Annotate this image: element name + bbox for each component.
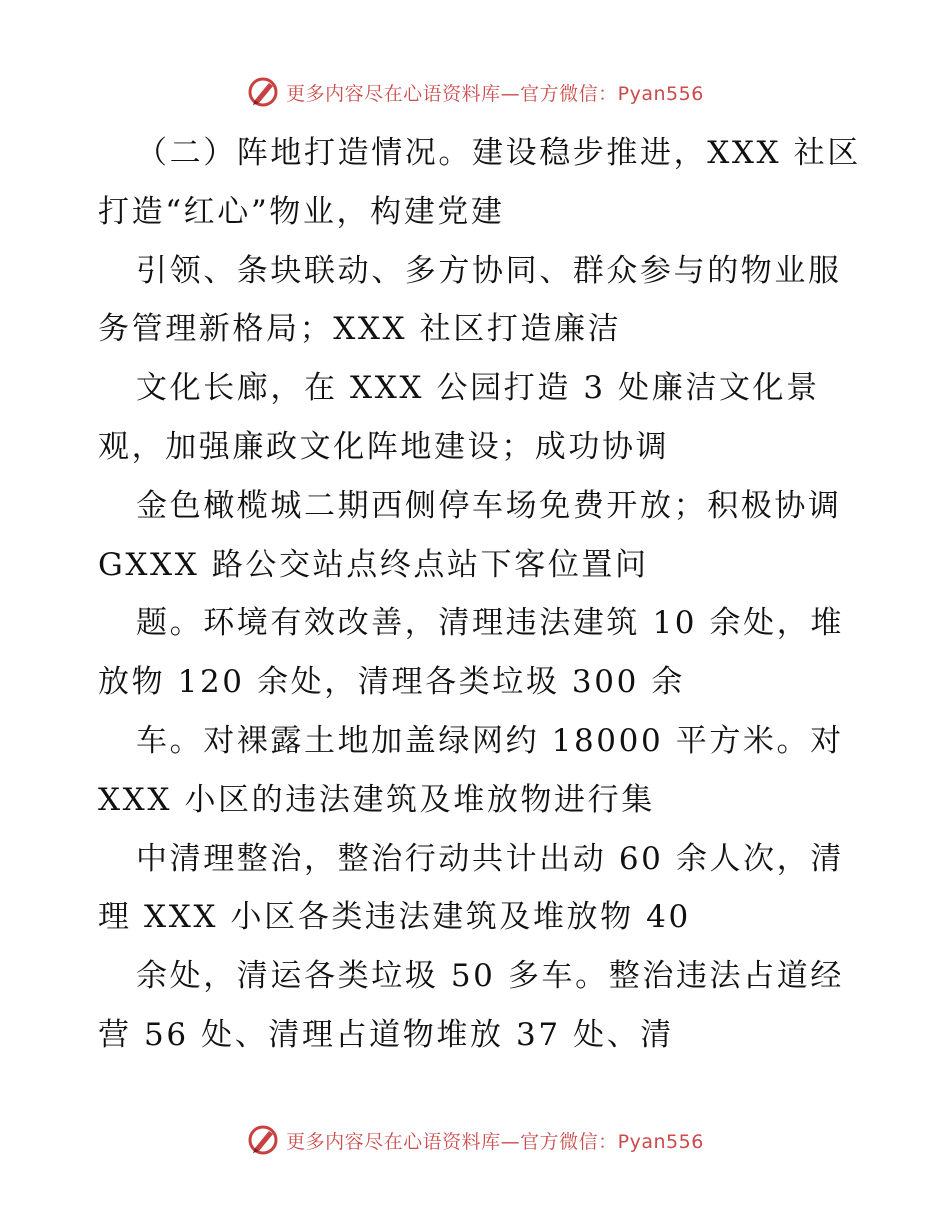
text-line: 引领、条块联动、多方协同、群众参与的物业服: [136, 252, 842, 289]
text-line: 中清理整治，整治行动共计出动 60 余人次，清: [136, 840, 844, 877]
text-line: 余处，清运各类垃圾 50 多车。整治违法占道经: [136, 958, 844, 995]
text-line: 观，加强廉政文化阵地建设；成功协调: [98, 428, 670, 465]
text-line: 理 XXX 小区各类违法建筑及堆放物 40: [98, 899, 691, 936]
text-line: 车。对裸露土地加盖绿网约 18000 平方米。对: [136, 722, 844, 759]
text-line: 题。环境有效改善，清理违法建筑 10 余处，堆: [136, 605, 844, 642]
text-line: XXX 小区的违法建筑及堆放物进行集: [98, 781, 655, 818]
brush-pen-logo-icon: [246, 1123, 280, 1157]
text-line: 放物 120 余处，清理各类垃圾 300 余: [98, 664, 685, 701]
text-line: 打造“红心”物业，构建党建: [98, 193, 505, 230]
header-watermark: [0, 72, 950, 112]
text-line: 文化长廊，在 XXX 公园打造 3 处廉洁文化景: [136, 370, 820, 407]
text-line: 金色橄榄城二期西侧停车场免费开放；积极协调: [136, 487, 842, 524]
brush-pen-logo-icon: [246, 75, 280, 109]
text-line: 营 56 处、清理占道物堆放 37 处、清: [98, 1016, 674, 1053]
footer-watermark: [0, 1120, 950, 1160]
watermark-text: 更多内容尽在心语资料库—官方微信：Pyan556: [286, 82, 704, 105]
document-body: [98, 124, 861, 1065]
text-line: （二）阵地打造情况。建设稳步推进，XXX 社区: [136, 135, 861, 171]
text-line: 务管理新格局；XXX 社区打造廉洁: [98, 311, 622, 348]
text-line: GXXX 路公交站点终点站下客位置问: [98, 546, 649, 583]
watermark-text: 更多内容尽在心语资料库—官方微信：Pyan556: [286, 1130, 704, 1153]
